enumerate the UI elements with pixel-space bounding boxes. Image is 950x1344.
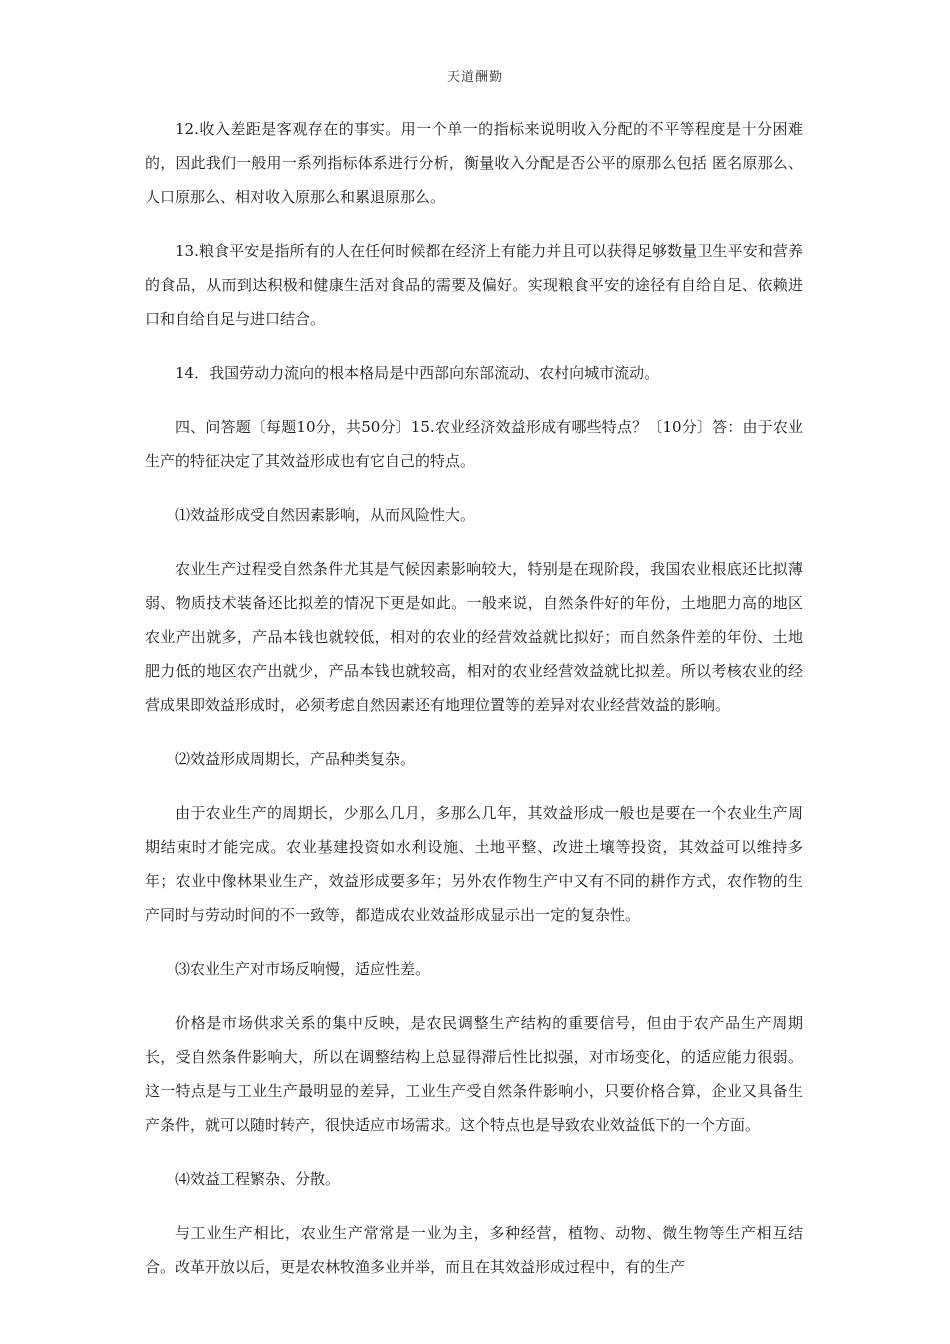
paragraph-section-four-question: 四、问答题〔每题10分，共50分〕15.农业经济效益形成有哪些特点？〔10分〕答：由于农业生产的特征决定了其效益形成也有它自己的特点。 — [145, 418, 803, 470]
point-1-heading: ⑴效益形成受自然因素影响，从而风险性大。 — [175, 506, 476, 524]
point-3-body: 价格是市场供求关系的集中反映，是农民调整生产结构的重要信号，但由于农产品生产周期长，受自然条件影响大，所以在调整结构上总显得滞后性比拟强，对市场变化，的适应能力很弱。这一特点是与工业生产最明显的差异，工业生产受自然条件影响小，只要价格合算，企业又具备生产条件，就可以随时转产，很快适应市场需求。这个特点也是导致农业效益低下的一个方面。 — [145, 1014, 803, 1134]
point-2-body: 由于农业生产的周期长，少那么几月，多那么几年，其效益形成一般也是要在一个农业生产周期结束时才能完成。农业基建投资如水利设施、土地平整、改进土壤等投资，其效益可以维持多年；农业中像林果业生产，效益形成要多年；另外农作物生产中又有不同的耕作方式，农作物的生产同时与劳动时间的不一致等，都造成农业效益形成显示出一定的复杂性。 — [145, 804, 803, 924]
point-4-heading: ⑷效益工程繁杂、分散。 — [175, 1170, 341, 1188]
document-body — [145, 112, 803, 1304]
paragraph-13-food-security: 13.粮食平安是指所有的人在任何时候都在经济上有能力并且可以获得足够数量卫生平安和营养的食品，从而到达积极和健康生活对食品的需要及偏好。实现粮食平安的途径有自给自足、依赖进口和自给自足与进口结合。 — [145, 242, 803, 328]
point-2-heading: ⑵效益形成周期长，产品种类复杂。 — [175, 750, 416, 768]
point-3-heading: ⑶农业生产对市场反响慢，适应性差。 — [175, 960, 431, 978]
point-1-body: 农业生产过程受自然条件尤其是气候因素影响较大，特别是在现阶段，我国农业根底还比拟薄弱、物质技术装备还比拟差的情况下更是如此。一般来说，自然条件好的年份，土地肥力高的地区农业产出就多，产品本钱也就较低，相对的农业的经营效益就比拟好；而自然条件差的年份、土地肥力低的地区农产出就少，产品本钱也就较高，相对的农业经营效益就比拟差。所以考核农业的经营成果即效益形成时，必须考虑自然因素还有地理位置等的差异对农业经营效益的影响。 — [145, 560, 803, 714]
point-4-body: 与工业生产相比，农业生产常常是一业为主，多种经营，植物、动物、微生物等生产相互结合。改革开放以后，更是农林牧渔多业并举，而且在其效益形成过程中，有的生产 — [145, 1224, 803, 1276]
page-header: 天道酬勤 — [446, 70, 503, 85]
paragraph-14-labor-flow: 14．我国劳动力流向的根本格局是中西部向东部流动、农村向城市流动。 — [175, 364, 660, 382]
paragraph-12-income-gap: 12.收入差距是客观存在的事实。用一个单一的指标来说明收入分配的不平等程度是十分困难的，因此我们一般用一系列指标体系进行分析，衡量收入分配是否公平的原那么包括 匿名原那么、人口原那么、相对收入原那么和累退原那么。 — [145, 120, 803, 206]
